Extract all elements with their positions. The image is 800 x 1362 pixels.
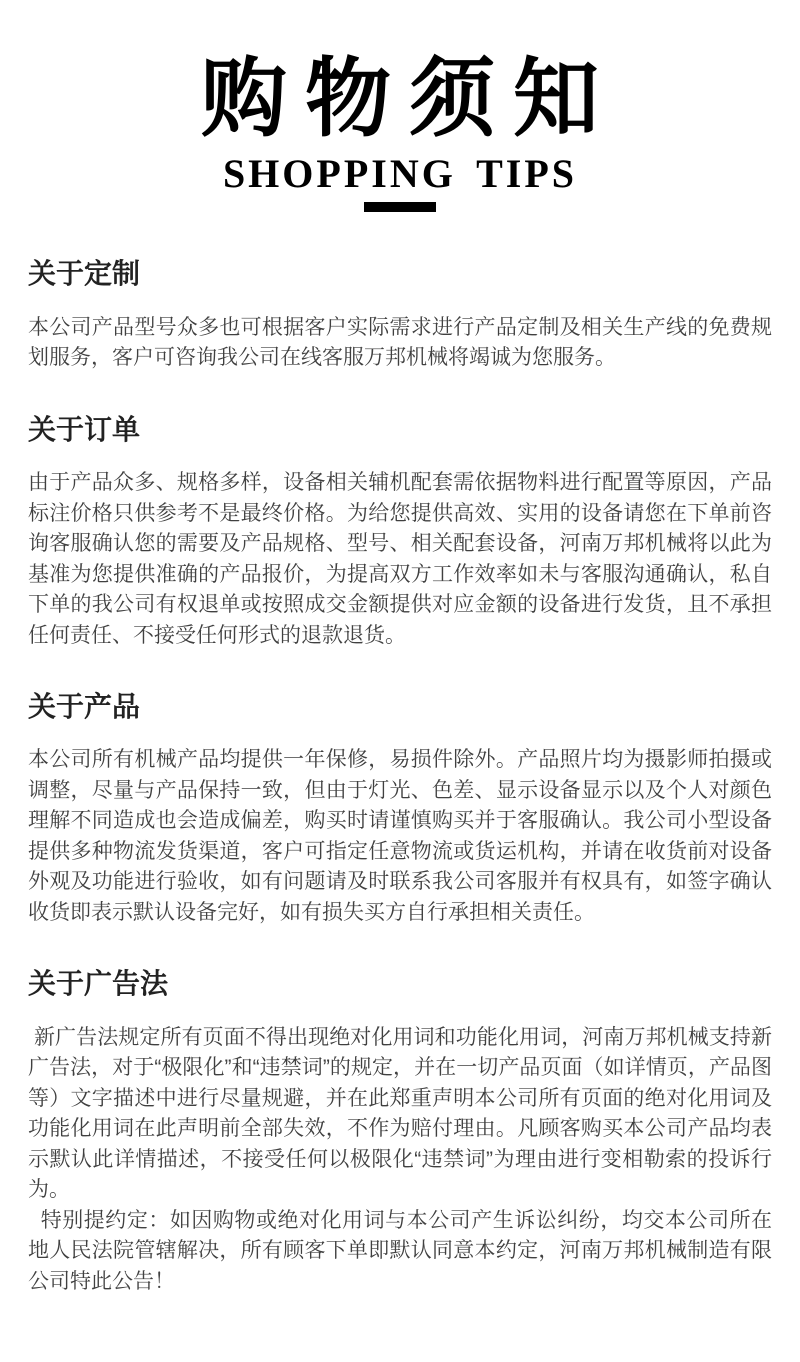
- title-underline-bar: [364, 202, 436, 212]
- section-paragraph: 本公司所有机械产品均提供一年保修，易损件除外。产品照片均为摄影师拍摄或调整，尽量与产品保持一致，但由于灯光、色差、显示设备显示以及个人对颜色理解不同造成也会造成偏差，购买时请谨慎购买并于客服确认。我公司小型设备提供多种物流发货渠道，客户可指定任意物流或货运机构，并请在收货前对设备外观及功能进行验收，如有问题请及时联系我公司客服并有权具有，如签字确认收货即表示默认设备完好，如有损失买方自行承担相关责任。: [28, 748, 772, 924]
- section-advertising-law: [28, 966, 772, 1297]
- section-heading-products: 关于产品: [28, 691, 141, 723]
- section-customization: [28, 256, 772, 373]
- section-paragraph: 由于产品众多、规格多样，设备相关辅机配套需依据物料进行配置等原因，产品标注价格只供参考不是最终价格。为给您提供高效、实用的设备请您在下单前咨询客服确认您的需要及产品规格、型号、相关配套设备，河南万邦机械将以此为基准为您提供准确的产品报价，为提高双方工作效率如未与客服沟通确认，私自下单的我公司有权退单或按照成交金额提供对应金额的设备进行发货，且不承担任何责任、不接受任何形式的退款退货。: [28, 471, 772, 647]
- page-subtitle: SHOPPING TIPS: [222, 151, 578, 197]
- page-header: [28, 48, 772, 212]
- section-paragraph: 新广告法规定所有页面不得出现绝对化用词和功能化用词，河南万邦机械支持新广告法，对于“极限化”和“违禁词”的规定，并在一切产品页面（如详情页，产品图等）文字描述中进行尽量规避，并在此郑重声明本公司所有页面的绝对化用词及功能化用词在此声明前全部失效，不作为赔付理由。凡顾客购买本公司产品均表示默认此详情描述，不接受任何以极限化“违禁词”为理由进行变相勒索的投诉行为。: [28, 1025, 773, 1202]
- section-heading-orders: 关于订单: [28, 413, 141, 445]
- page-title: 购物须知: [201, 48, 617, 149]
- section-paragraph-special-agreement: 特别提约定：如因购物或绝对化用词与本公司产生诉讼纠纷，均交本公司所在地人民法院管辖解决，所有顾客下单即默认同意本约定，河南万邦机械制造有限公司特此公告！: [28, 1208, 772, 1293]
- section-heading-customization: 关于定制: [28, 258, 141, 290]
- section-paragraph: 本公司产品型号众多也可根据客户实际需求进行产品定制及相关生产线的免费规划服务，客户可咨询我公司在线客服万邦机械将竭诚为您服务。: [28, 315, 772, 370]
- section-orders: [28, 412, 772, 651]
- section-heading-advertising-law: 关于广告法: [28, 968, 169, 1000]
- section-products: [28, 689, 772, 928]
